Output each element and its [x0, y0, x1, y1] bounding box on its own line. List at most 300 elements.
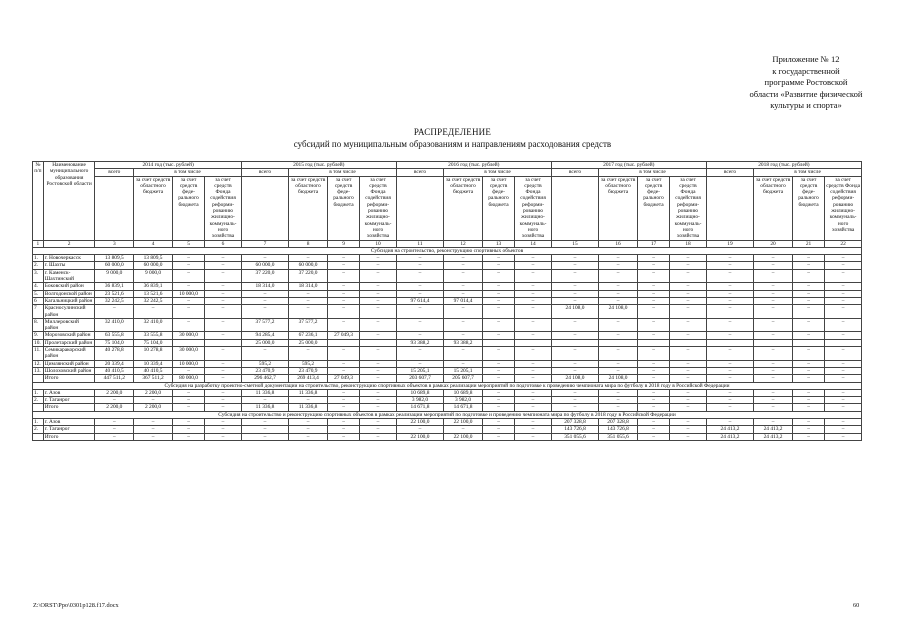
- row-value: 60 000,0: [95, 262, 134, 269]
- row-value: –: [327, 433, 359, 440]
- row-value: –: [241, 297, 288, 304]
- row-value: –: [95, 433, 134, 440]
- row-value: 10 278,8: [134, 347, 173, 361]
- row-value: 9 000,0: [134, 269, 173, 283]
- row-value: 24 108,0: [599, 305, 638, 319]
- row-value: 447 511,2: [95, 375, 134, 382]
- row-value: –: [396, 290, 443, 297]
- row-municipality: Красносулинский район: [43, 305, 95, 319]
- header-regional: за счет средств областного бюджета: [599, 176, 638, 240]
- row-value: 351 055,6: [551, 433, 598, 440]
- table-row: [33, 283, 862, 290]
- row-value: –: [289, 290, 328, 297]
- row-number: 11.: [33, 347, 44, 361]
- row-value: –: [172, 433, 204, 440]
- row-value: –: [515, 397, 552, 404]
- header-row-colnums: [33, 240, 862, 247]
- row-value: –: [289, 347, 328, 361]
- row-value: –: [444, 290, 483, 297]
- row-municipality: Кагальницкий район: [43, 297, 95, 304]
- row-value: –: [482, 332, 514, 339]
- row-value: –: [706, 255, 753, 262]
- row-value: –: [205, 290, 242, 297]
- row-value: –: [515, 360, 552, 367]
- row-value: –: [551, 318, 598, 332]
- row-municipality: г. Азов: [43, 389, 95, 396]
- row-value: –: [289, 255, 328, 262]
- row-value: –: [792, 360, 824, 367]
- row-value: 32 410,0: [134, 318, 173, 332]
- row-value: –: [396, 305, 443, 319]
- row-value: –: [515, 318, 552, 332]
- row-value: 9 000,0: [95, 269, 134, 283]
- row-value: –: [205, 397, 242, 404]
- row-value: 269 413,4: [289, 375, 328, 382]
- row-value: –: [396, 283, 443, 290]
- row-value: [360, 339, 397, 346]
- appendix-note: Приложение № 12 к государственной программе Ростовской области «Развитие физической культуры и спорта»: [749, 54, 863, 111]
- row-value: –: [551, 283, 598, 290]
- row-value: –: [241, 426, 288, 433]
- row-value: –: [792, 255, 824, 262]
- row-value: –: [670, 332, 707, 339]
- header-total-cell: [396, 176, 443, 240]
- row-value: –: [396, 332, 443, 339]
- row-value: –: [205, 375, 242, 382]
- row-value: 40 278,8: [95, 347, 134, 361]
- row-value: 367 511,2: [134, 375, 173, 382]
- row-value: 22 100,0: [444, 418, 483, 425]
- table-body: [33, 162, 862, 441]
- column-number: 19: [706, 240, 753, 247]
- row-value: –: [599, 269, 638, 283]
- row-value: –: [825, 347, 862, 361]
- row-municipality: г. Каменск-Шахтинский: [43, 269, 95, 283]
- row-value: –: [670, 269, 707, 283]
- row-value: –: [706, 397, 753, 404]
- row-value: 11 336,8: [289, 404, 328, 411]
- row-value: –: [515, 418, 552, 425]
- row-value: –: [289, 426, 328, 433]
- row-value: –: [754, 290, 793, 297]
- header-total-cell: [241, 176, 288, 240]
- row-value: –: [360, 360, 397, 367]
- row-value: 23 470,9: [289, 367, 328, 374]
- row-value: 3 982,0: [444, 397, 483, 404]
- header-fund: за счет средств Фонда содействия реформи-рованию жилищно-коммуналь-ного хозяйства: [825, 176, 862, 240]
- header-municipality: Наименование муниципального образования Ростовской области: [43, 162, 95, 241]
- row-value: –: [482, 297, 514, 304]
- row-value: 24 108,0: [551, 375, 598, 382]
- row-value: 15 205,1: [396, 367, 443, 374]
- row-value: –: [205, 418, 242, 425]
- row-value: –: [637, 269, 669, 283]
- row-value: –: [172, 305, 204, 319]
- row-value: 22 100,0: [444, 433, 483, 440]
- section-title: Субсидия на строительство и реконструкцию спортивных объектов в рамках реализации мероприятий по подготовке и проведению чемпионата мира по футболу в 2018 году в Российской Федерации: [33, 411, 862, 418]
- row-value: –: [706, 318, 753, 332]
- row-municipality: Итого: [43, 433, 95, 440]
- row-value: 25 000,0: [289, 339, 328, 346]
- row-value: –: [327, 426, 359, 433]
- row-value: 207 328,8: [551, 418, 598, 425]
- row-value: –: [205, 255, 242, 262]
- row-value: –: [205, 433, 242, 440]
- row-value: –: [327, 404, 359, 411]
- row-value: –: [599, 332, 638, 339]
- row-value: –: [515, 255, 552, 262]
- row-value: –: [172, 397, 204, 404]
- header-including: в том числе: [754, 169, 862, 176]
- row-number: 6: [33, 297, 44, 304]
- header-including: в том числе: [134, 169, 242, 176]
- row-value: –: [205, 297, 242, 304]
- row-value: 203 607,7: [396, 375, 443, 382]
- row-value: –: [205, 389, 242, 396]
- row-value: –: [95, 426, 134, 433]
- row-value: –: [396, 262, 443, 269]
- row-value: –: [482, 290, 514, 297]
- row-value: –: [792, 375, 824, 382]
- row-value: –: [670, 360, 707, 367]
- column-number: 18: [670, 240, 707, 247]
- row-value: –: [172, 389, 204, 396]
- row-value: –: [444, 269, 483, 283]
- column-number: 14: [515, 240, 552, 247]
- row-value: –: [637, 347, 669, 361]
- header-federal: за счет средств феде-рального бюджета: [327, 176, 359, 240]
- row-value: 10 339,4: [134, 360, 173, 367]
- row-value: 24 413,2: [706, 433, 753, 440]
- row-value: 60 000,0: [289, 262, 328, 269]
- table-row: [33, 360, 862, 367]
- row-value: –: [754, 360, 793, 367]
- row-value: [670, 339, 707, 346]
- row-value: –: [515, 283, 552, 290]
- header-year-2014: 2014 год (тыс. рублей): [95, 162, 241, 169]
- row-value: 2 200,0: [95, 404, 134, 411]
- subsidy-table: [32, 161, 862, 441]
- row-number: 4.: [33, 283, 44, 290]
- table-row: [33, 290, 862, 297]
- header-regional: за счет средств областного бюджета: [134, 176, 173, 240]
- header-total-cell: [706, 176, 753, 240]
- row-value: –: [825, 375, 862, 382]
- row-value: –: [172, 367, 204, 374]
- header-year-2015: 2015 год (тыс. рублей): [241, 162, 396, 169]
- row-value: –: [792, 418, 824, 425]
- row-value: –: [515, 269, 552, 283]
- row-value: 24 413,2: [754, 433, 793, 440]
- row-value: 23 521,6: [95, 290, 134, 297]
- row-value: –: [670, 397, 707, 404]
- row-value: –: [706, 305, 753, 319]
- row-value: –: [444, 426, 483, 433]
- row-value: 10 000,0: [172, 360, 204, 367]
- row-municipality: Пролетарский район: [43, 339, 95, 346]
- header-row-years: [33, 162, 862, 169]
- row-municipality: Боковский район: [43, 283, 95, 290]
- column-number: 20: [754, 240, 793, 247]
- row-value: 10 000,0: [172, 290, 204, 297]
- row-value: –: [482, 375, 514, 382]
- row-value: –: [670, 290, 707, 297]
- row-value: –: [825, 404, 862, 411]
- row-value: –: [637, 297, 669, 304]
- row-value: 22 100,0: [396, 433, 443, 440]
- row-municipality: Итого: [43, 375, 95, 382]
- document-subtitle: субсидий по муниципальным образованиям и направлениям расходования средств: [293, 139, 612, 149]
- row-value: –: [444, 318, 483, 332]
- row-value: –: [482, 283, 514, 290]
- row-value: –: [327, 397, 359, 404]
- column-number: 10: [360, 240, 397, 247]
- row-value: –: [515, 332, 552, 339]
- row-value: 10 689,8: [444, 389, 483, 396]
- row-value: –: [444, 305, 483, 319]
- row-value: –: [360, 283, 397, 290]
- row-value: –: [825, 297, 862, 304]
- row-value: –: [599, 283, 638, 290]
- row-value: 11 336,8: [289, 389, 328, 396]
- column-number: 7: [241, 240, 288, 247]
- row-value: –: [360, 426, 397, 433]
- row-value: –: [360, 318, 397, 332]
- row-value: –: [360, 418, 397, 425]
- row-value: –: [706, 360, 753, 367]
- row-value: 30 000,0: [172, 332, 204, 339]
- row-value: –: [825, 367, 862, 374]
- column-number: 17: [637, 240, 669, 247]
- row-value: 93 388,2: [444, 339, 483, 346]
- row-municipality: г. Новочеркасск: [43, 255, 95, 262]
- row-number: 1.: [33, 418, 44, 425]
- row-value: –: [670, 305, 707, 319]
- row-value: –: [706, 269, 753, 283]
- row-value: –: [670, 389, 707, 396]
- row-value: –: [754, 262, 793, 269]
- row-value: 11 336,8: [241, 404, 288, 411]
- header-including: в том числе: [444, 169, 552, 176]
- row-value: –: [172, 269, 204, 283]
- row-value: –: [289, 397, 328, 404]
- column-number: 9: [327, 240, 359, 247]
- row-value: –: [754, 367, 793, 374]
- row-value: –: [825, 397, 862, 404]
- row-value: –: [825, 433, 862, 440]
- row-number: 8.: [33, 318, 44, 332]
- row-value: –: [792, 305, 824, 319]
- header-total-cell: [95, 176, 134, 240]
- row-value: –: [670, 283, 707, 290]
- row-value: –: [444, 332, 483, 339]
- row-value: –: [482, 269, 514, 283]
- row-value: –: [670, 347, 707, 361]
- row-value: –: [134, 418, 173, 425]
- row-value: –: [599, 389, 638, 396]
- row-value: –: [515, 290, 552, 297]
- row-value: –: [241, 418, 288, 425]
- row-value: 2 200,0: [134, 404, 173, 411]
- row-value: 10 689,8: [396, 389, 443, 396]
- row-value: –: [515, 404, 552, 411]
- header-row-sources: [33, 176, 862, 240]
- row-value: –: [637, 360, 669, 367]
- table-row: [33, 262, 862, 269]
- header-total: всего: [551, 169, 598, 176]
- row-value: –: [205, 305, 242, 319]
- row-value: –: [706, 262, 753, 269]
- row-value: –: [172, 426, 204, 433]
- row-value: –: [792, 404, 824, 411]
- row-value: 20 339,4: [95, 360, 134, 367]
- row-value: [825, 339, 862, 346]
- row-value: –: [95, 418, 134, 425]
- row-value: –: [172, 283, 204, 290]
- row-value: –: [637, 404, 669, 411]
- column-number: 5: [172, 240, 204, 247]
- row-value: –: [754, 418, 793, 425]
- header-regional: за счет средств областного бюджета: [289, 176, 328, 240]
- row-value: –: [599, 347, 638, 361]
- row-value: –: [360, 347, 397, 361]
- row-value: –: [706, 332, 753, 339]
- row-value: –: [241, 255, 288, 262]
- row-value: 75 104,0: [134, 339, 173, 346]
- table-row: [33, 389, 862, 396]
- row-value: –: [482, 404, 514, 411]
- table-row: [33, 297, 862, 304]
- row-value: [599, 339, 638, 346]
- row-value: –: [172, 404, 204, 411]
- row-value: –: [360, 332, 397, 339]
- column-number: 3: [95, 240, 134, 247]
- row-value: –: [670, 318, 707, 332]
- row-value: 63 555,8: [95, 332, 134, 339]
- row-municipality: Цимлянский район: [43, 360, 95, 367]
- row-municipality: Морозовский район: [43, 332, 95, 339]
- row-value: –: [637, 397, 669, 404]
- row-value: –: [515, 426, 552, 433]
- row-municipality: г. Таганрог: [43, 397, 95, 404]
- row-value: –: [289, 297, 328, 304]
- row-value: –: [825, 418, 862, 425]
- row-value: –: [551, 397, 598, 404]
- row-value: –: [706, 389, 753, 396]
- table-row: [33, 404, 862, 411]
- row-value: –: [825, 360, 862, 367]
- row-number: 2.: [33, 262, 44, 269]
- section-title-row: [33, 411, 862, 418]
- row-value: –: [396, 255, 443, 262]
- row-number: 1.: [33, 255, 44, 262]
- section-title-row: [33, 382, 862, 389]
- row-value: –: [825, 389, 862, 396]
- row-value: –: [327, 360, 359, 367]
- row-value: [205, 339, 242, 346]
- row-value: [172, 339, 204, 346]
- row-value: –: [637, 433, 669, 440]
- header-federal: за счет средств феде-рального бюджета: [792, 176, 824, 240]
- row-value: –: [754, 404, 793, 411]
- row-value: –: [754, 347, 793, 361]
- row-value: –: [792, 433, 824, 440]
- row-value: –: [205, 269, 242, 283]
- row-value: –: [825, 332, 862, 339]
- row-value: –: [754, 375, 793, 382]
- row-value: –: [637, 318, 669, 332]
- row-value: –: [360, 297, 397, 304]
- row-value: –: [754, 297, 793, 304]
- row-value: –: [551, 389, 598, 396]
- table-row: [33, 426, 862, 433]
- column-number: 6: [205, 240, 242, 247]
- row-value: 37 577,2: [241, 318, 288, 332]
- row-municipality: Волгодонской район: [43, 290, 95, 297]
- row-value: –: [360, 367, 397, 374]
- row-value: 14 671,8: [396, 404, 443, 411]
- row-value: –: [792, 347, 824, 361]
- row-value: –: [825, 262, 862, 269]
- row-value: 37 577,2: [289, 318, 328, 332]
- header-fund: за счет средств Фонда содействия реформи-рованию жилищно-коммуналь-ного хозяйства: [360, 176, 397, 240]
- row-value: –: [754, 255, 793, 262]
- row-value: [482, 339, 514, 346]
- table-row: [33, 318, 862, 332]
- row-value: –: [134, 433, 173, 440]
- row-value: –: [396, 318, 443, 332]
- row-value: 11 336,8: [241, 389, 288, 396]
- row-value: –: [134, 397, 173, 404]
- row-value: –: [482, 433, 514, 440]
- row-value: –: [754, 305, 793, 319]
- row-value: –: [95, 397, 134, 404]
- row-value: –: [515, 375, 552, 382]
- header-year-2017: 2017 год (тыс. рублей): [551, 162, 706, 169]
- row-value: –: [327, 290, 359, 297]
- row-number: [33, 433, 44, 440]
- row-number: 12.: [33, 360, 44, 367]
- row-value: 143 726,8: [551, 426, 598, 433]
- header-total: всего: [396, 169, 443, 176]
- row-value: –: [482, 418, 514, 425]
- row-value: –: [825, 269, 862, 283]
- row-value: –: [792, 318, 824, 332]
- row-value: –: [396, 347, 443, 361]
- row-value: –: [327, 283, 359, 290]
- row-value: 351 055,6: [599, 433, 638, 440]
- row-value: –: [515, 297, 552, 304]
- row-value: –: [360, 404, 397, 411]
- row-value: –: [444, 262, 483, 269]
- row-value: –: [825, 290, 862, 297]
- row-number: 3.: [33, 269, 44, 283]
- row-value: –: [482, 389, 514, 396]
- row-value: –: [670, 426, 707, 433]
- table-row: [33, 397, 862, 404]
- column-number: 1: [33, 240, 44, 247]
- row-value: –: [482, 318, 514, 332]
- row-value: –: [172, 297, 204, 304]
- row-value: 80 000,0: [172, 375, 204, 382]
- row-municipality: г. Таганрог: [43, 426, 95, 433]
- row-value: –: [327, 418, 359, 425]
- row-value: –: [754, 332, 793, 339]
- row-value: 60 000,0: [134, 262, 173, 269]
- row-value: –: [551, 404, 598, 411]
- row-value: [637, 339, 669, 346]
- row-value: 18 314,0: [241, 283, 288, 290]
